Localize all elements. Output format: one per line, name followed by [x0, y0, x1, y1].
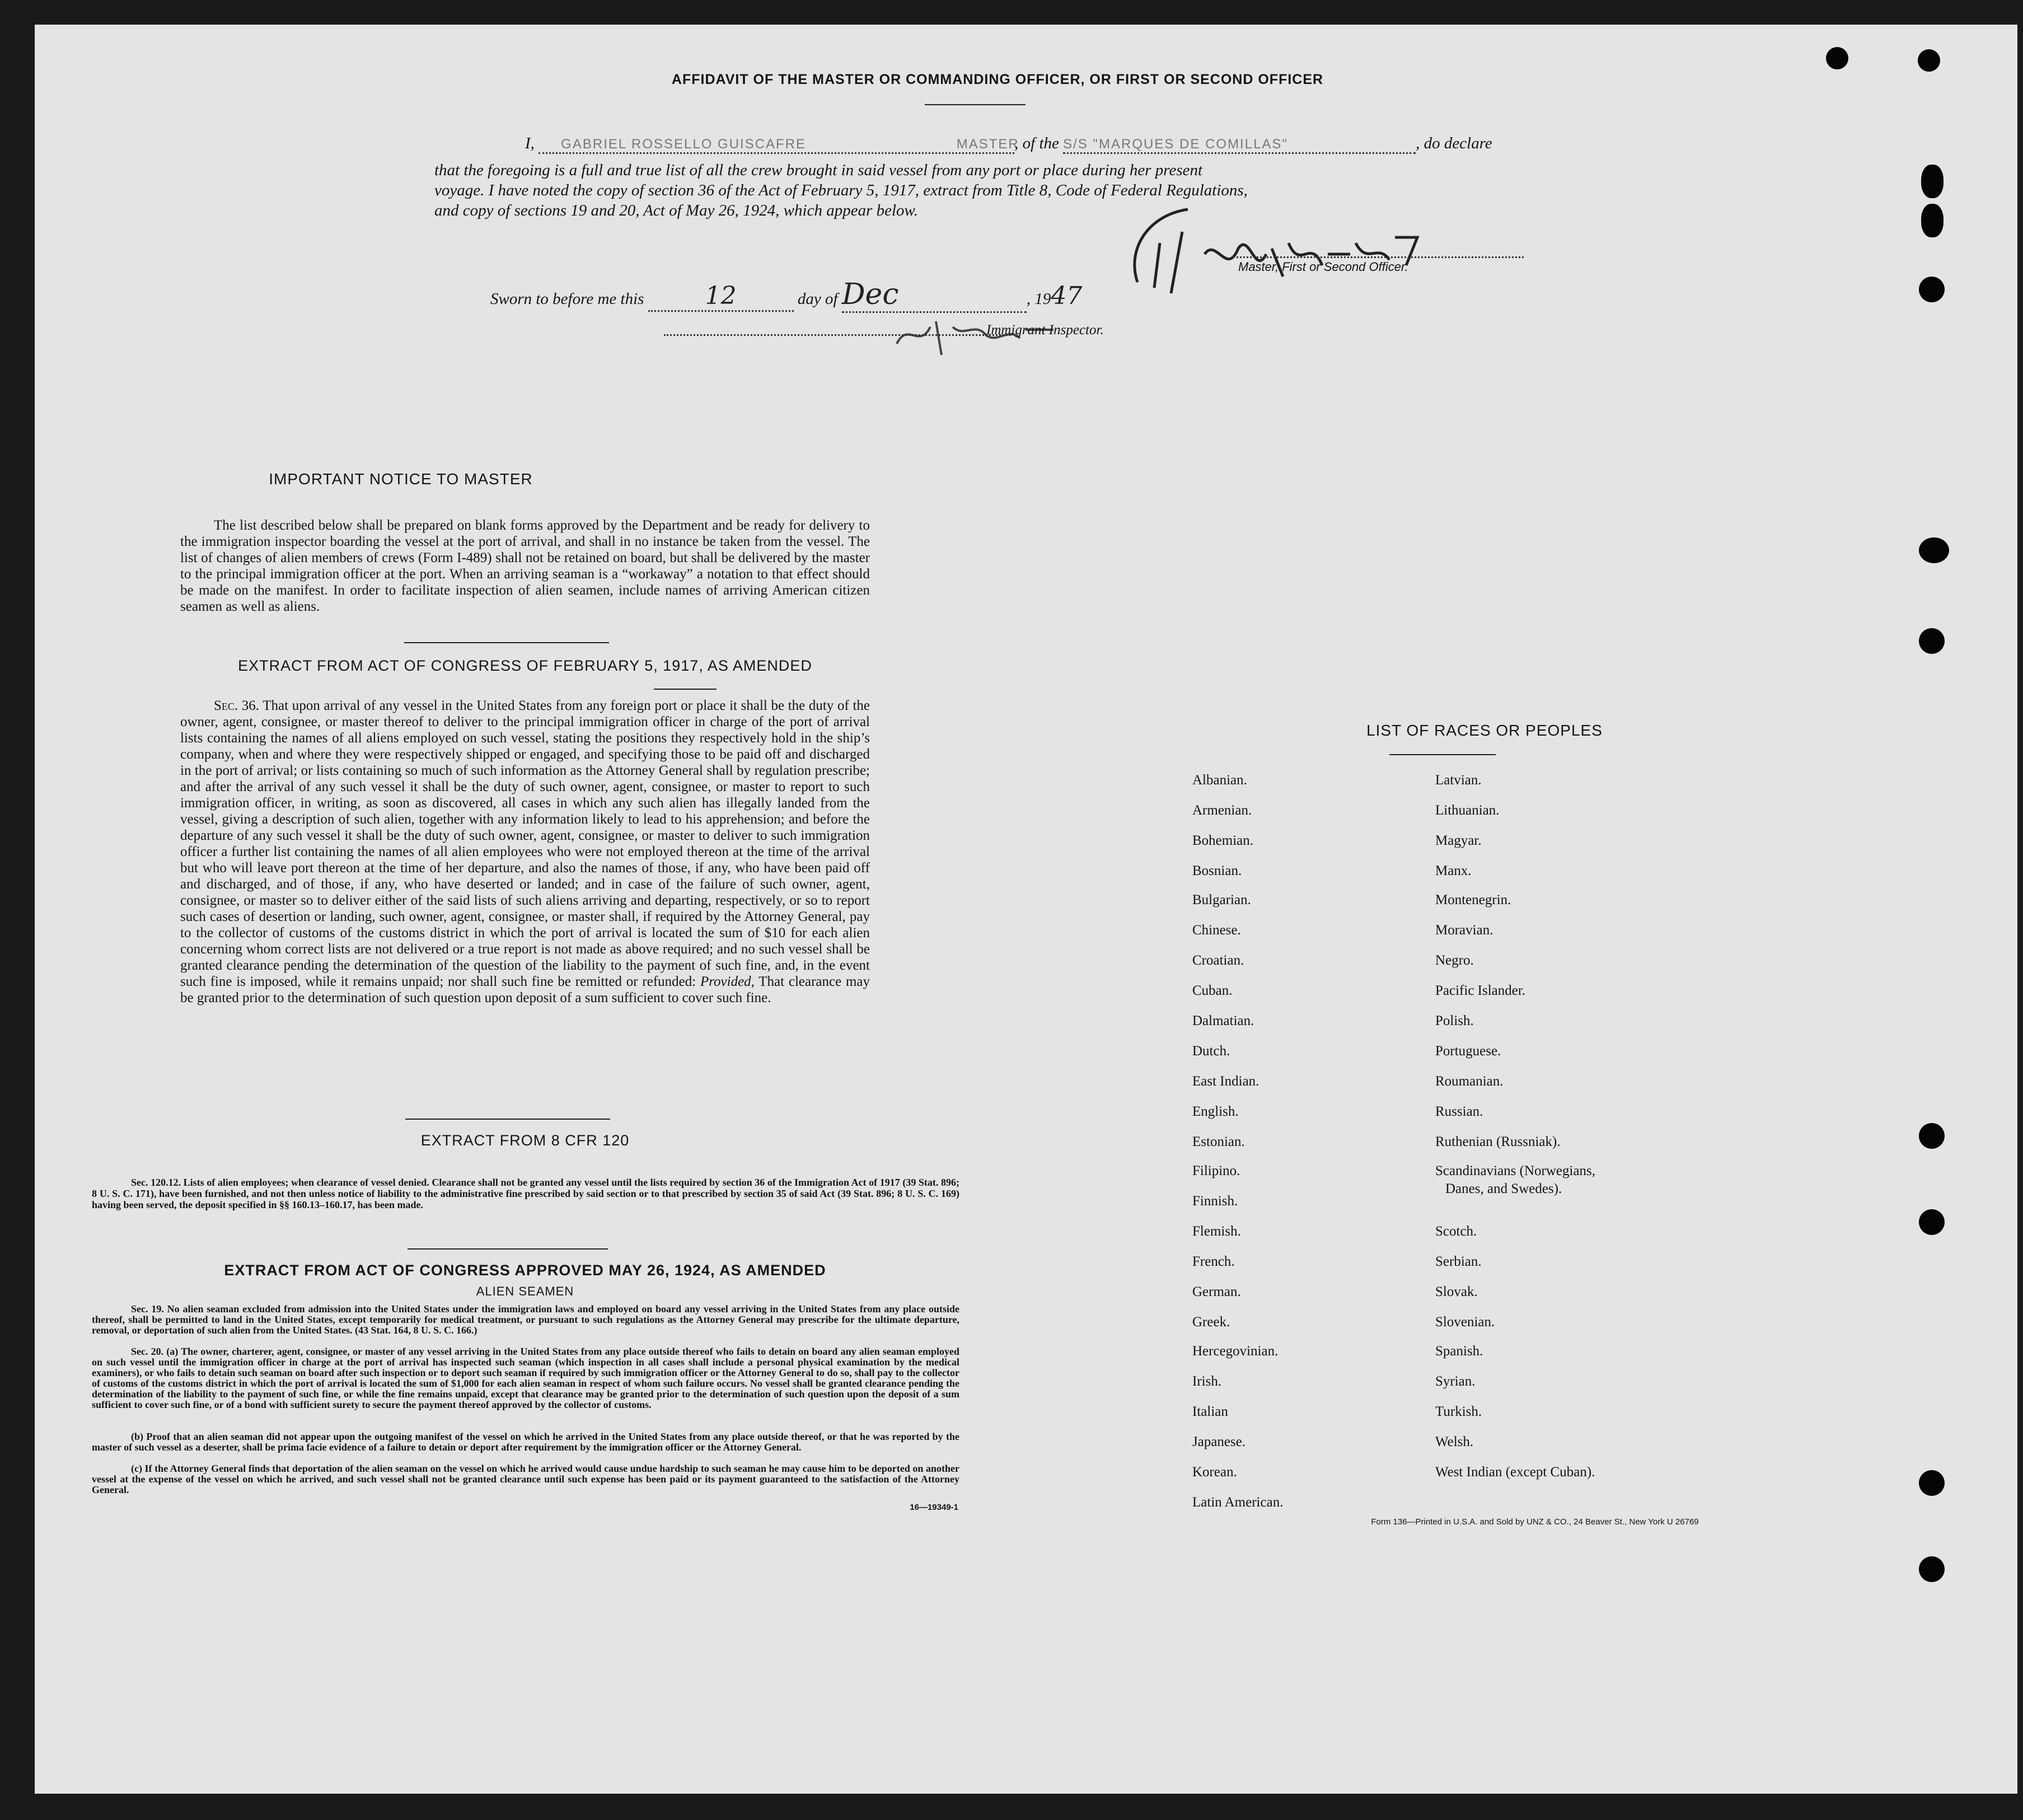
sworn-month-value: Dec: [841, 278, 899, 311]
sworn-day-value: 12: [705, 282, 737, 310]
cfr-divider: [408, 1248, 608, 1250]
punch-hole: [1918, 49, 1940, 72]
affidavit-line-3: voyage. I have noted the copy of section 36 of the Act of February 5, 1917, extract from Title 8, Code of Federal Regulations,: [434, 181, 1248, 199]
inspector-signature-line: [664, 334, 1011, 336]
punch-hole: [1919, 1556, 1945, 1582]
race-item: Italian: [1192, 1404, 1228, 1419]
act1924-heading: EXTRACT FROM ACT OF CONGRESS APPROVED MAY 26, 1924, AS AMENDED: [224, 1262, 826, 1279]
act1924-sec19: Sec. 19. No alien seaman excluded from admission into the United States under the immigration laws and employed on board any vessel arriving in the United States from any place outside thereof, shall be permitted to land in the United States, except temporarily for medical treatment, or pursuant to such regulations as the Attorney General may prescribe for the ultimate departure, removal, or deportation of such alien from the United States. (43 Stat. 164, 8 U. S. C. 166.): [92, 1303, 959, 1336]
race-item: Bohemian.: [1192, 833, 1254, 848]
act1924-subheading: ALIEN SEAMEN: [476, 1284, 574, 1298]
race-item: Greek.: [1192, 1314, 1230, 1330]
race-item: French.: [1192, 1254, 1235, 1269]
race-item: Moravian.: [1435, 923, 1493, 938]
punch-hole: [1919, 537, 1949, 563]
sworn-label: Sworn to before me this: [490, 290, 644, 308]
race-item: Serbian.: [1435, 1254, 1482, 1269]
affidavit-line-4: and copy of sections 19 and 20, Act of May 26, 1924, which appear below.: [434, 202, 918, 219]
punch-hole: [1921, 165, 1944, 198]
race-item: Dutch.: [1192, 1044, 1230, 1059]
punch-hole: [1826, 47, 1848, 69]
race-item: Manx.: [1435, 863, 1472, 878]
master-rank-value: MASTER: [956, 137, 1019, 152]
race-item: Latvian.: [1435, 773, 1482, 788]
inspector-label: Immigrant Inspector.: [986, 322, 1104, 338]
affidavit-line-1: [525, 134, 1555, 154]
master-signature-label: Master, First or Second Officer.: [1238, 260, 1408, 274]
race-item: Latin American.: [1192, 1495, 1284, 1510]
race-item: Lithuanian.: [1435, 803, 1500, 818]
act1924-sec20b: (b) Proof that an alien seaman did not appear upon the outgoing manifest of the vessel on which he arrived in the United States from any place outside thereof, or that he was reported by the master of such vessel as a deserter, shall be prima facie evidence of a failure to detain or deport after requirement by the immigration officer or the Attorney General.: [92, 1431, 959, 1453]
race-item: Slovenian.: [1435, 1314, 1495, 1330]
act1917-heading: EXTRACT FROM ACT OF CONGRESS OF FEBRUARY 5, 1917, AS AMENDED: [238, 657, 812, 674]
punch-hole: [1921, 204, 1944, 237]
of-the-label: , of the: [1014, 134, 1059, 152]
sworn-day-field: [648, 282, 794, 312]
race-item: West Indian (except Cuban).: [1435, 1465, 1595, 1480]
vessel-name-field: [1063, 137, 1416, 154]
race-item: Finnish.: [1192, 1194, 1238, 1209]
form-code: 16—19349-1: [910, 1503, 958, 1512]
act1924-sec20a: Sec. 20. (a) The owner, charterer, agent, consignee, or master of any vessel arriving in the United States from any place outside thereof who fails to detain on board any alien seaman employed on such vessel until the immigration officer in charge at the port of arrival has inspected such seaman (which inspection in all cases shall include a personal physical examination by the medical examiners), or who fails to detain such seaman on board after such inspection or to deport such seaman if required by such immigration officer or the Attorney General to do so, shall pay to the collector of customs of the customs district in which the port of arrival is located the sum of $1,000 for each alien seaman in respect of whom such failure occurs. No vessel shall be granted clearance pending the determination of the liability to the payment of such fine, or while the fine remains unpaid, except that clearance may be granted prior to the determination of such question upon the deposit of a sum sufficient to cover such fine, or of a bond with sufficient surety to secure the payment thereof approved by the collector of customs.: [92, 1346, 959, 1410]
act1917-proviso-rest: That clearance may be granted prior to the determination of such question upon deposit of a sum sufficient to cover such fine.: [180, 974, 870, 1005]
affidavit-prefix: I,: [525, 134, 535, 152]
printer-imprint: Form 136—Printed in U.S.A. and Sold by UNZ & CO., 24 Beaver St., New York U 26769: [1371, 1517, 1699, 1527]
cfr-heading: EXTRACT FROM 8 CFR 120: [420, 1132, 630, 1149]
race-item: Croatian.: [1192, 953, 1244, 968]
race-item: Syrian.: [1435, 1374, 1476, 1389]
affidavit-line-2: that the foregoing is a full and true list of all the crew brought in said vessel from any port or place during her present: [434, 161, 1203, 179]
act1917-body: [180, 698, 870, 1006]
race-item: Bosnian.: [1192, 863, 1242, 878]
race-item: Pacific Islander.: [1435, 983, 1526, 998]
act1924-sec20c: (c) If the Attorney General finds that deportation of the alien seaman on the vessel on which he arrived would cause undue hardship to such seaman he may cause him to be deported on another vessel at the expense of the vessel on which he arrived, and such vessel shall not be granted clearance until such expense has been paid or its payment guaranteed to the satisfaction of the Attorney General.: [92, 1463, 959, 1495]
race-item: Ruthenian (Russniak).: [1435, 1134, 1561, 1149]
cfr-body: Sec. 120.12. Lists of alien employees; when clearance of vessel denied. Clearance shall not be granted any vessel until the lists required by section 36 of the Immigration Act of 1917 (39 Stat. 896; 8 U. S. C. 171), have been furnished, and not then unless notice of liability to the administrative fine prescribed by said section or to that prescribed by section 35 of said Act (39 Stat. 896; 8 U. S. C. 169) having been served, the deposit specified in §§ 160.13–160.17, has been made.: [92, 1177, 959, 1210]
punch-hole: [1919, 628, 1945, 654]
race-item: Korean.: [1192, 1465, 1237, 1480]
race-item: Armenian.: [1192, 803, 1252, 818]
vessel-name-value: S/S "MARQUES DE COMILLAS": [1063, 137, 1288, 152]
race-item: Danes, and Swedes).: [1445, 1181, 1562, 1196]
race-item: Filipino.: [1192, 1163, 1240, 1178]
punch-hole: [1919, 277, 1945, 302]
heading-divider: [925, 104, 1025, 105]
races-heading: LIST OF RACES OR PEOPLES: [1366, 722, 1603, 739]
race-item: Scotch.: [1435, 1224, 1477, 1239]
notice-divider: [404, 642, 609, 643]
race-item: Chinese.: [1192, 923, 1241, 938]
master-signature-line: [1233, 256, 1524, 258]
document-page: [35, 25, 2017, 1794]
race-item: Russian.: [1435, 1104, 1483, 1119]
race-item: Bulgarian.: [1192, 892, 1251, 907]
race-item: Scandinavians (Norwegians,: [1435, 1163, 1596, 1178]
affidavit-heading: AFFIDAVIT OF THE MASTER OR COMMANDING OFFICER, OR FIRST OR SECOND OFFICER: [671, 72, 1324, 87]
race-item: Spanish.: [1435, 1344, 1483, 1359]
race-item: Estonian.: [1192, 1134, 1245, 1149]
race-item: Turkish.: [1435, 1404, 1482, 1419]
races-heading-divider: [1389, 754, 1496, 755]
race-item: Roumanian.: [1435, 1074, 1504, 1089]
year-suffix-value: 47: [1051, 282, 1083, 310]
race-item: Negro.: [1435, 953, 1474, 968]
notice-heading: IMPORTANT NOTICE TO MASTER: [269, 470, 533, 488]
race-item: Dalmatian.: [1192, 1013, 1254, 1028]
race-item: Japanese.: [1192, 1434, 1246, 1449]
notice-body: The list described below shall be prepared on blank forms approved by the Department and be ready for delivery to the immigration inspector boarding the vessel at the port of arrival, and shall in no instance be taken from the vessel. The list of changes of alien members of crews (Form I-489) shall not be retained on board, but shall be delivered by the master to the principal immigration officer at the port. When an arriving seaman is a “workaway” a notation to that effect should be made on the manifest. In order to facilitate inspection of alien seamen, include names of arriving American citizen seamen as well as aliens.: [180, 518, 870, 614]
punch-hole: [1919, 1209, 1945, 1235]
do-declare-label: , do declare: [1416, 134, 1492, 152]
master-name-field: [538, 137, 1019, 154]
race-item: Irish.: [1192, 1374, 1222, 1389]
race-item: Cuban.: [1192, 983, 1233, 998]
act1917-divider: [405, 1119, 610, 1120]
year-prefix: , 19: [1026, 290, 1051, 308]
day-of-label: day of: [797, 290, 838, 308]
race-item: Slovak.: [1435, 1284, 1478, 1299]
punch-hole: [1919, 1123, 1945, 1149]
race-item: English.: [1192, 1104, 1239, 1119]
race-item: Hercegovinian.: [1192, 1344, 1279, 1359]
master-name-value: GABRIEL ROSSELLO GUISCAFRE: [561, 137, 807, 152]
race-item: Polish.: [1435, 1013, 1474, 1028]
race-item: Flemish.: [1192, 1224, 1241, 1239]
punch-hole: [1919, 1470, 1945, 1496]
race-item: Magyar.: [1435, 833, 1482, 848]
act1917-sec-label: Sec. 36.: [214, 698, 260, 713]
race-item: German.: [1192, 1284, 1241, 1299]
act1917-heading-divider: [654, 689, 717, 690]
race-item: Welsh.: [1435, 1434, 1474, 1449]
act1917-proviso-word: Provided,: [700, 974, 755, 989]
race-item: East Indian.: [1192, 1074, 1259, 1089]
act1917-text: That upon arrival of any vessel in the United States from any foreign port or place it shall be the duty of the owner, agent, consignee, or master thereof to deliver to the principal immigration officer in charge of the port of arrival lists containing the names of all aliens employed on such vessel, stating the positions they respectively hold in the ship’s company, when and where they were respectively shipped or engaged, and specifying those to be paid off and discharged in the port of arrival; or lists containing so much of such information as the Attorney General shall by regulation prescribe; and after the arrival of any such vessel it shall be the duty of such owner, agent, consignee, or master to report to such immigration officer, in writing, as soon as discovered, all cases in which any such alien has illegally landed from the vessel, giving a description of such alien, together with any information likely to lead to his apprehension; and before the departure of any such vessel it shall be the duty of such owner, agent, consignee, or master to deliver to such immigration officer a further list containing the names of all alien employees who were not employed thereon at the time of the arrival but who will leave port thereon at the time of her departure, and also the names of those, if any, who have been paid off and discharged, and of those, if any, who have deserted or landed; and in case of the failure of such owner, agent, consignee, or master so to deliver either of the said lists of such aliens arriving and departing, respectively, or so to report such cases of desertion or landing, such owner, agent, consignee, or master shall, if required by the Attorney General, pay to the collector of customs of the customs district in which the port of arrival is located the sum of $10 for each alien concerning whom correct lists are not delivered or a true report is not made as above required; and no such vessel shall be granted clearance pending the determination of the question of the liability to the payment of such fine, and, in the event such fine is imposed, while it remains unpaid; nor shall such fine be remitted or refunded:: [180, 698, 870, 989]
race-item: Montenegrin.: [1435, 892, 1511, 907]
race-item: Portuguese.: [1435, 1044, 1501, 1059]
race-item: Albanian.: [1192, 773, 1247, 788]
